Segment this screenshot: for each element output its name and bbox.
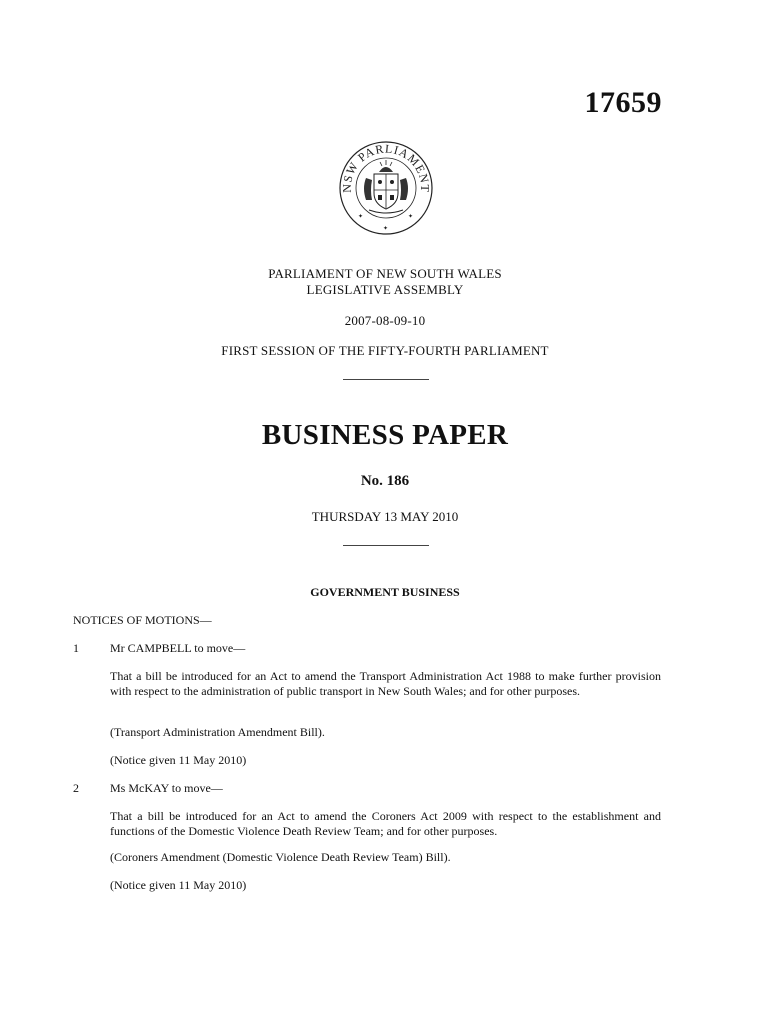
notices-heading: NOTICES OF MOTIONS— [73,613,212,627]
svg-text:✦: ✦ [383,226,389,232]
item-number: 2 [73,781,79,795]
item-bill: (Transport Administration Amendment Bill). [110,725,325,739]
parliament-name: PARLIAMENT OF NEW SOUTH WALES [268,266,502,281]
item-notice: (Notice given 11 May 2010) [110,878,247,892]
house-name: LEGISLATIVE ASSEMBLY [306,282,464,297]
page-number: 17659 [584,86,662,119]
item-mover: Mr CAMPBELL to move— [110,641,246,655]
svg-text:✦: ✦ [408,214,414,220]
section-heading: GOVERNMENT BUSINESS [310,585,460,599]
item-notice: (Notice given 11 May 2010) [110,753,247,767]
seal-ring-text: NSW PARLIAMENT [339,141,433,194]
item-mover: Ms McKAY to move— [110,781,223,795]
item-motion: That a bill be introduced for an Act to amend the Transport Administration Act 1988 to make further provision with respect to the administration of public transport in New South Wales; and for other purposes. [110,669,661,698]
nsw-parliament-seal [336,138,436,238]
item-bill: (Coroners Amendment (Domestic Violence Death Review Team) Bill). [110,850,451,864]
document-title: BUSINESS PAPER [261,419,509,451]
divider [343,379,429,380]
item-motion: That a bill be introduced for an Act to amend the Coroners Act 2009 with respect to the establishment and functions of the Domestic Violence Death Review Team; and for other purposes. [110,809,661,838]
divider [343,545,429,546]
paper-date: THURSDAY 13 MAY 2010 [311,509,459,524]
session-years: 2007-08-09-10 [344,313,426,328]
svg-text:✦: ✦ [358,214,364,220]
paper-number: No. 186 [360,473,410,489]
item-number: 1 [73,641,79,655]
session-name: FIRST SESSION OF THE FIFTY-FOURTH PARLIAMENT [221,343,549,358]
